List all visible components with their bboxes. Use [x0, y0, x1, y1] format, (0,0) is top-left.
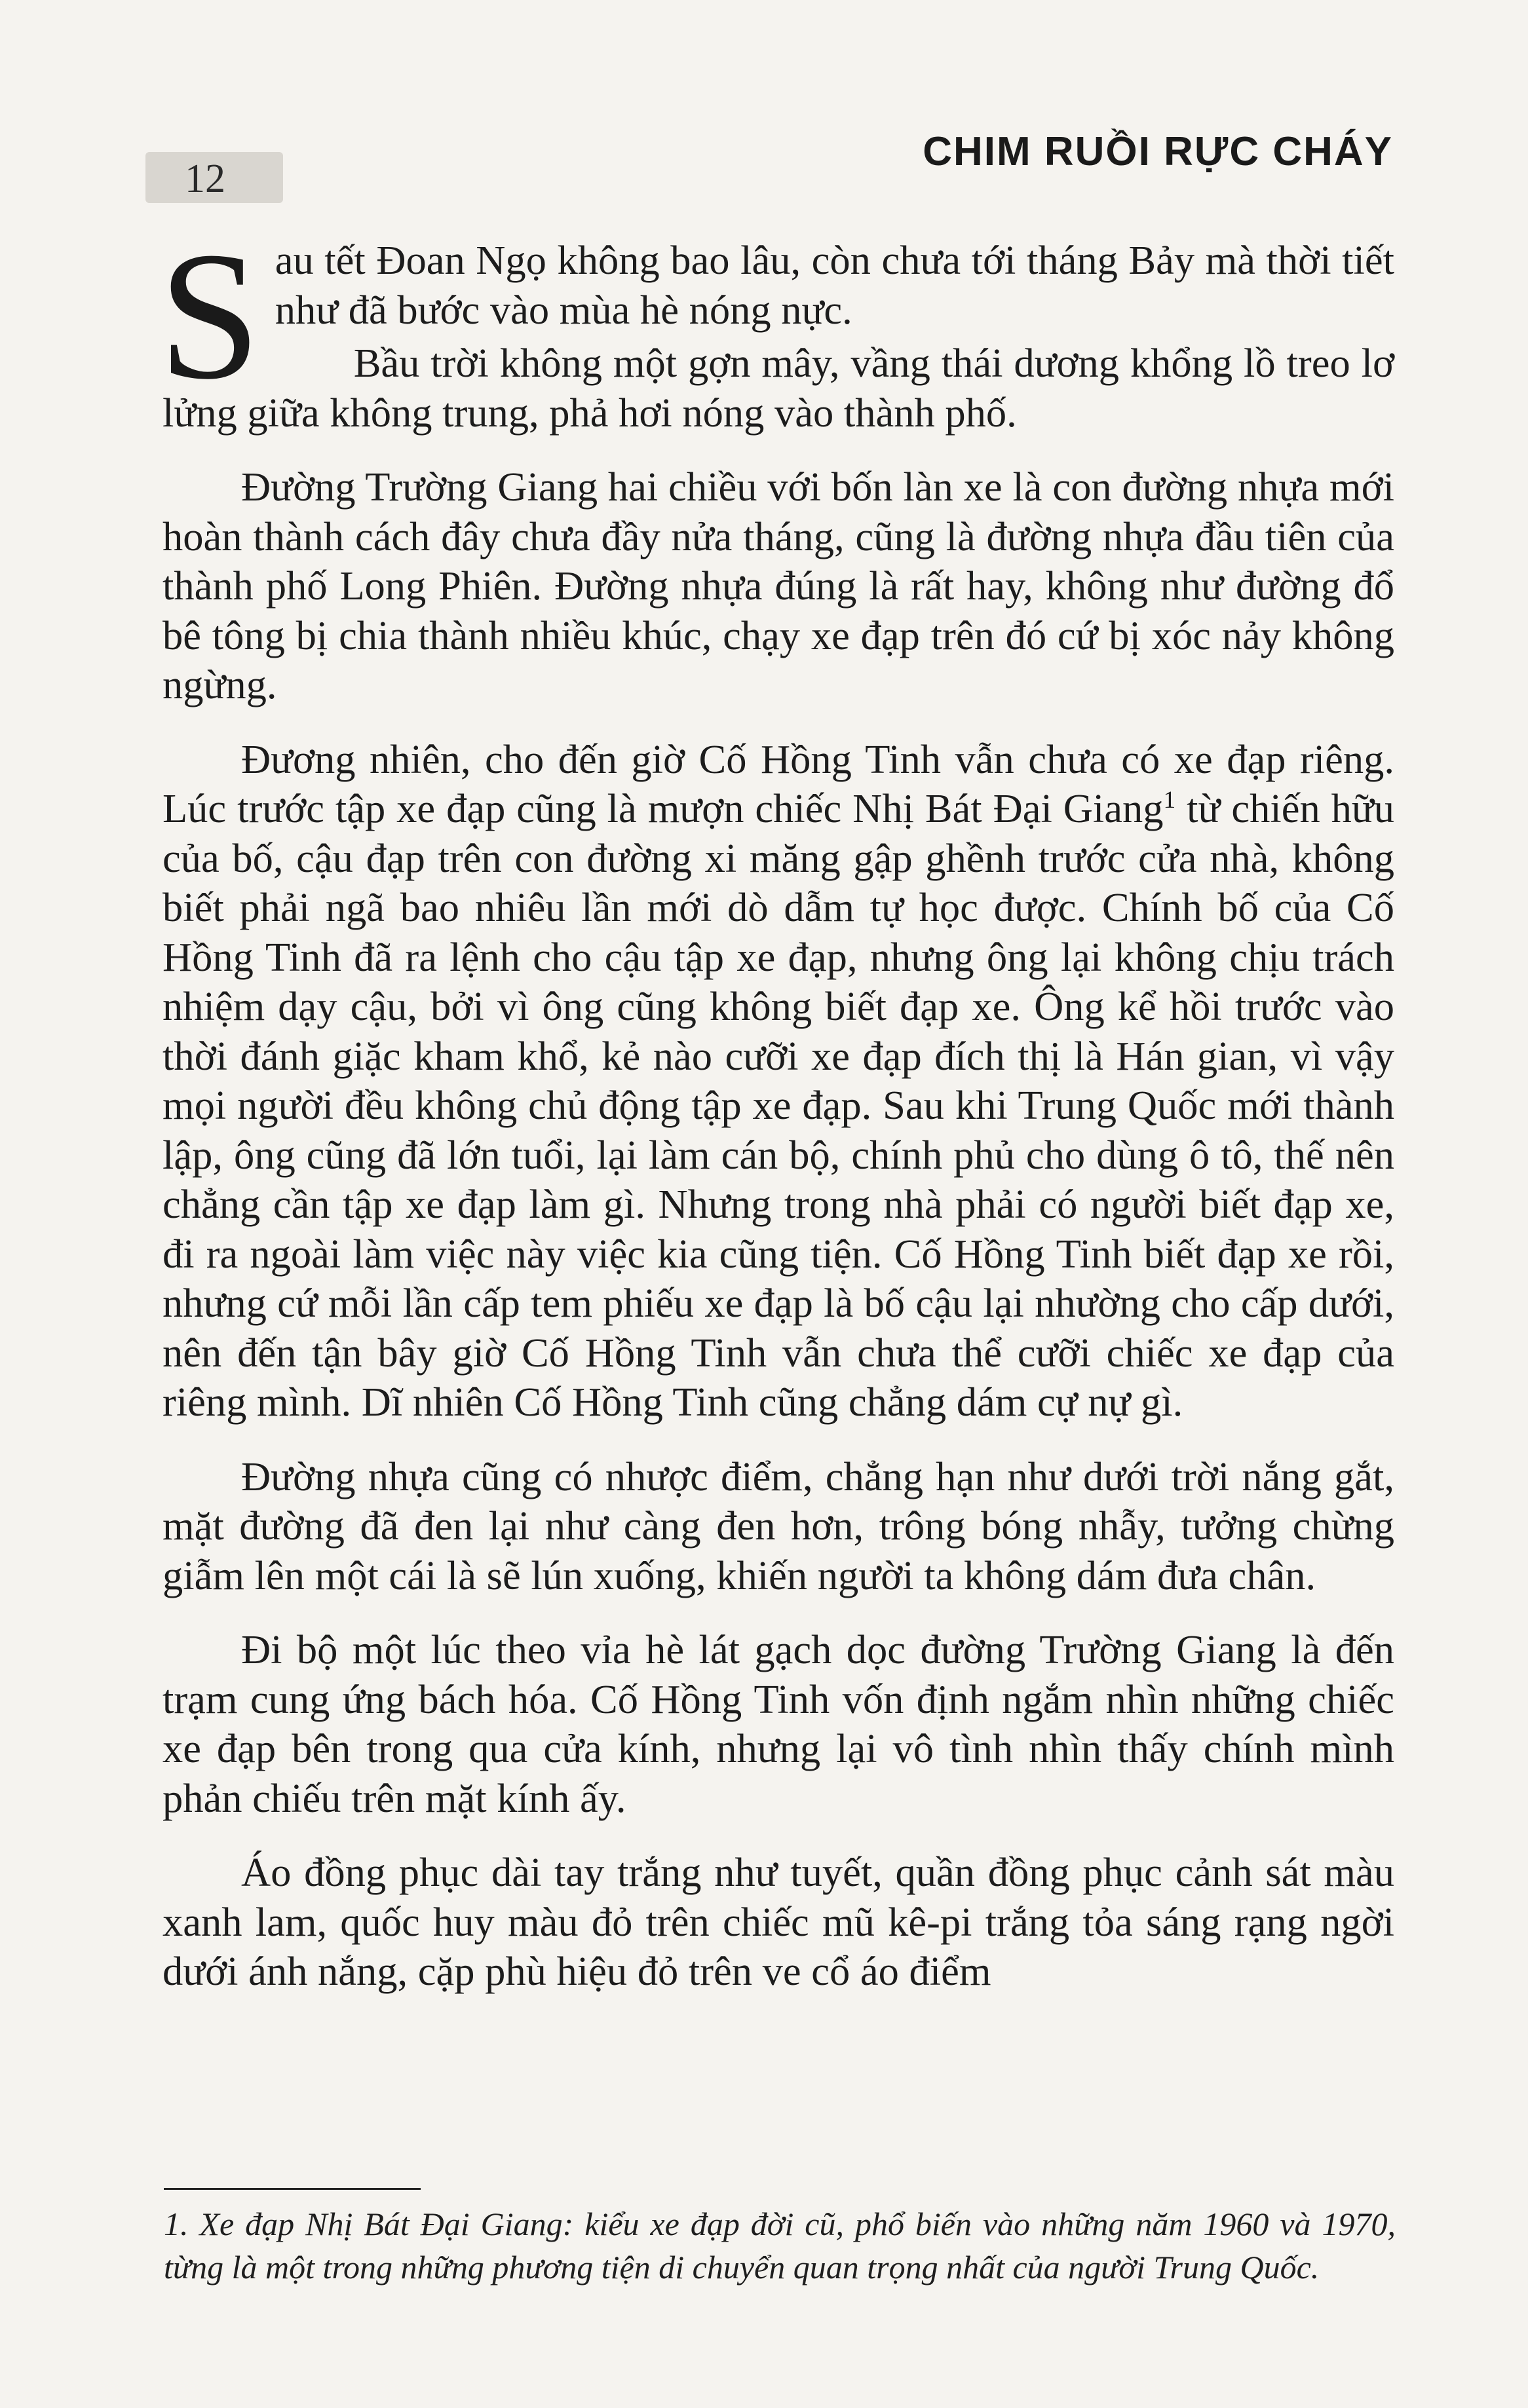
running-head-title: CHIM RUỒI RỰC CHÁY	[923, 129, 1393, 174]
paragraph-1-text: au tết Đoan Ngọ không bao lâu, còn chưa tới tháng Bảy mà thời tiết như đã bước vào mùa hè nóng nực.	[275, 237, 1394, 333]
body-text	[159, 214, 1394, 2022]
footnote-text: 1. Xe đạp Nhị Bát Đại Giang: kiểu xe đạp đời cũ, phổ biến vào những năm 1960 và 1970, từng là một trong những phương tiện di chuyển quan trọng nhất của người Trung Quốc.	[164, 2206, 1396, 2286]
paragraph-5: Đường nhựa cũng có nhược điểm, chẳng hạn như dưới trời nắng gắt, mặt đường đã đen lại như càng đen hơn, trông bóng nhẫy, tưởng chừng giẫm lên một cái là sẽ lún xuống, khiến người ta không dám đưa chân.	[162, 1453, 1394, 1598]
footnote-marker: 1	[1163, 787, 1176, 814]
paragraph-2: Bầu trời không một gợn mây, vầng thái dương khổng lồ treo lơ lửng giữa không trung, phả hơi nóng vào thành phố.	[162, 340, 1394, 436]
paragraph-6: Đi bộ một lúc theo vỉa hè lát gạch dọc đường Trường Giang là đến trạm cung ứng bách hóa. Cố Hồng Tinh vốn định ngắm nhìn những chiếc xe đạp bên trong qua cửa kính, nhưng lại vô tình nhìn thấy chính mình phản chiếu trên mặt kính ấy.	[162, 1627, 1394, 1821]
paragraph-7: Áo đồng phục dài tay trắng như tuyết, quần đồng phục cảnh sát màu xanh lam, quốc huy màu đỏ trên chiếc mũ kê-pi trắng tỏa sáng rạng ngời dưới ánh nắng, cặp phù hiệu đỏ trên ve cổ áo điểm	[162, 1849, 1394, 1994]
footnote-divider	[164, 2188, 421, 2190]
paragraph-4	[162, 735, 1394, 1427]
footnote	[164, 2202, 1396, 2289]
paragraph-3: Đường Trường Giang hai chiều với bốn làn xe là con đường nhựa mới hoàn thành cách đây chưa đầy nửa tháng, cũng là đường nhựa đầu tiên của thành phố Long Phiên. Đường nhựa đúng là rất hay, không như đường đổ bê tông bị chia thành nhiều khúc, chạy xe đạp trên đó cứ bị xóc nảy không ngừng.	[162, 464, 1394, 707]
paragraph-4-text-b: từ chiến hữu của bố, cậu đạp trên con đường xi măng gập ghềnh trước cửa nhà, không biết phải ngã bao nhiêu lần mới dò dẫm tự học được. Chính bố của Cố Hồng Tinh đã ra lệnh cho cậu tập xe đạp, nhưng ông lại không chịu trách nhiệm dạy cậu, bởi vì ông cũng không biết đạp xe. Ông kể hồi trước vào thời đánh giặc kham khổ, kẻ nào cưỡi xe đạp đích thị là Hán gian, vì vậy mọi người đều không chủ động tập xe đạp. Sau khi Trung Quốc mới thành lập, ông cũng đã lớn tuổi, lại làm cán bộ, chính phủ cho dùng ô tô, thế nên chẳng cần tập xe đạp làm gì. Nhưng trong nhà phải có người biết đạp xe, đi ra ngoài làm việc này việc kia cũng tiện. Cố Hồng Tinh biết đạp xe rồi, nhưng cứ mỗi lần cấp tem phiếu xe đạp là bố cậu lại nhường cho cấp dưới, nên đến tận bây giờ Cố Hồng Tinh vẫn chưa thể cưỡi chiếc xe đạp của riêng mình. Dĩ nhiên Cố Hồng Tinh cũng chẳng dám cự nự gì.	[162, 785, 1394, 1425]
page-number: 12	[185, 157, 225, 201]
paragraph-4-text-a: Đương nhiên, cho đến giờ Cố Hồng Tinh vẫn chưa có xe đạp riêng. Lúc trước tập xe đạp cũng là mượn chiếc Nhị Bát Đại Giang	[162, 736, 1394, 831]
drop-cap: S	[159, 214, 261, 417]
